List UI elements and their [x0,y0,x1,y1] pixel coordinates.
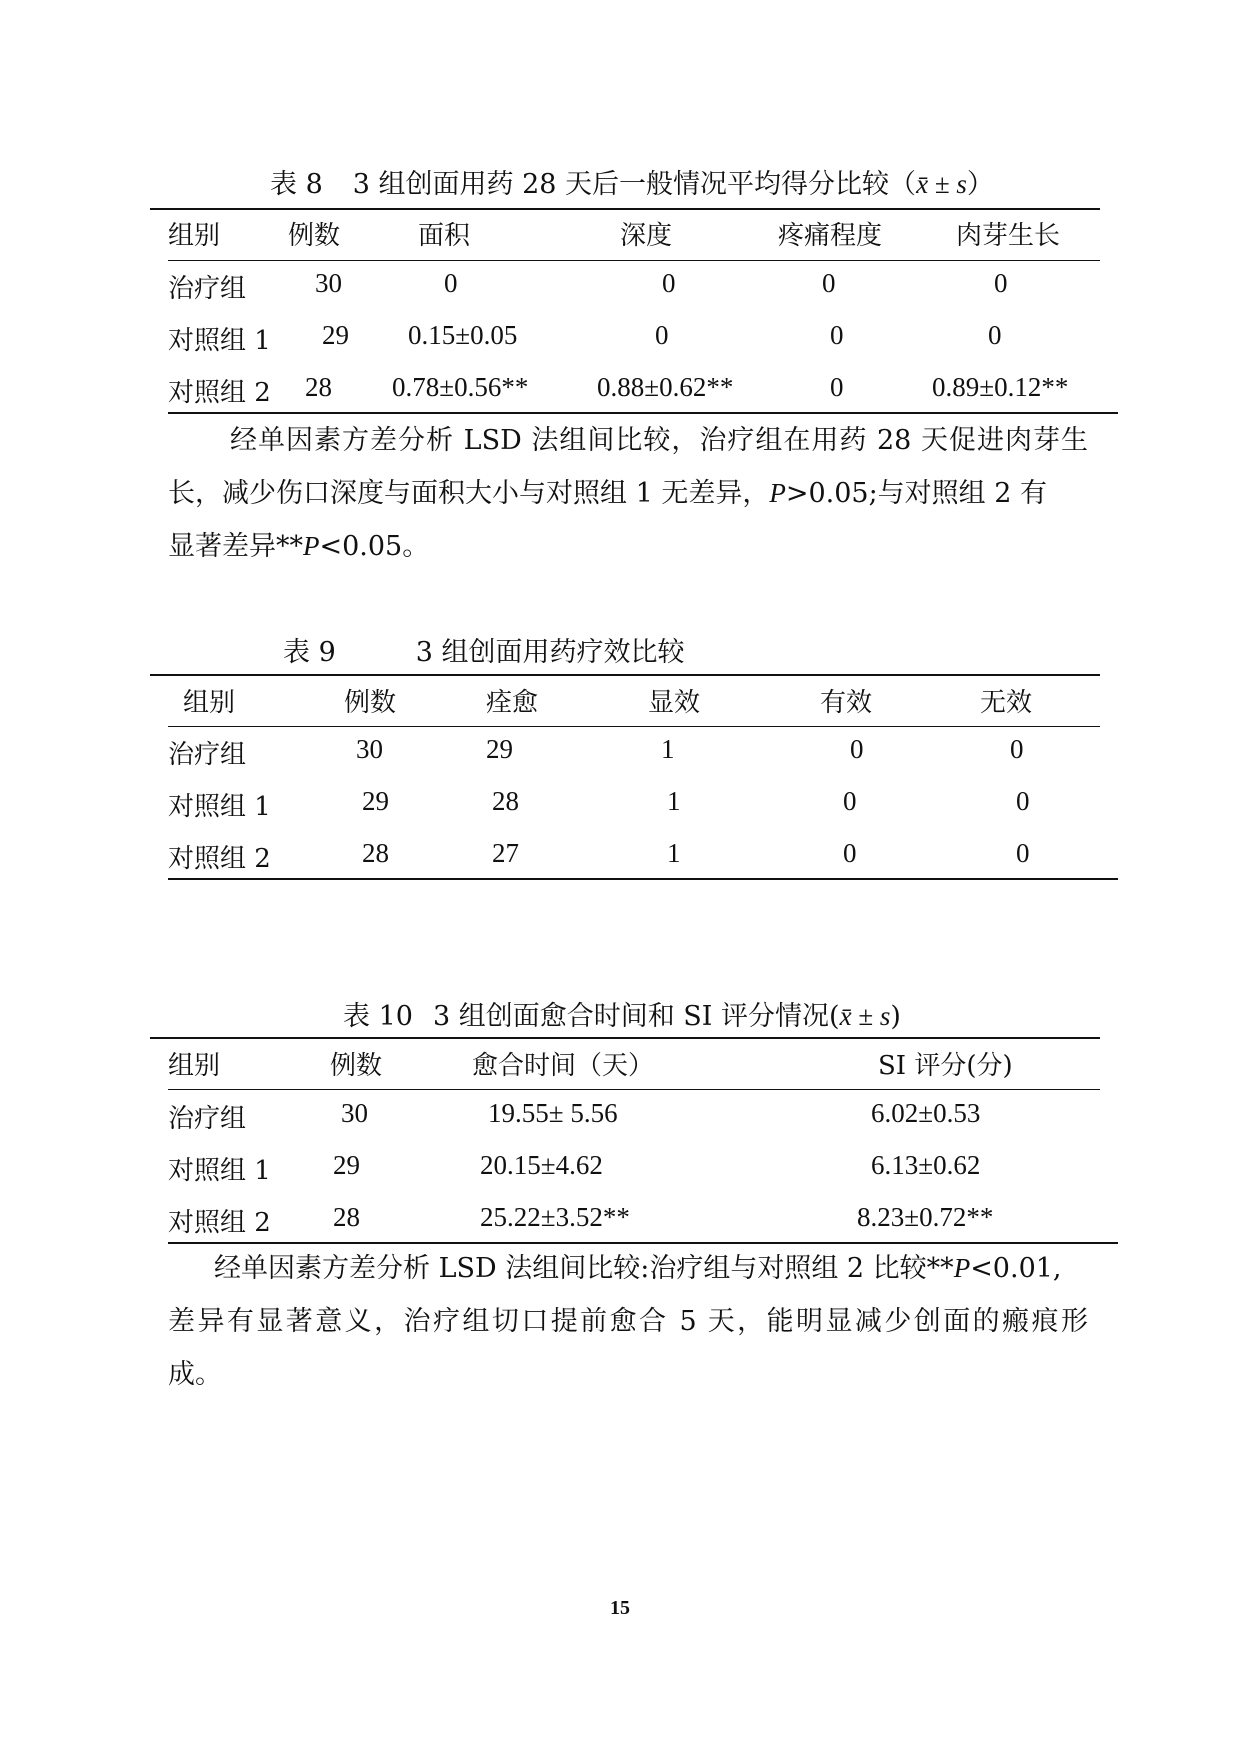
paragraph-1-line-3: 显著差异**P<0.05。 [168,531,430,562]
paragraph-2 [168,1242,1088,1401]
table8-header-count: 例数 [288,221,341,251]
table8-row3-area: 0.78±0.56** [392,372,529,402]
table8-caption-text: 3 组创面用药 28 天后一般情况平均得分比较（ [352,169,917,200]
table10-row2-group: 对照组 1 [168,1156,271,1186]
table9-bottom-rule [168,878,1118,880]
table9-row1-group: 治疗组 [168,740,247,770]
table10-row1-si-score: 6.02±0.53 [871,1098,981,1128]
table10-row3-healing-time: 25.22±3.52** [480,1202,630,1232]
table10-row2-healing-time: 20.15±4.62 [480,1150,603,1180]
paragraph-1 [168,414,1088,573]
table8-row1-count: 30 [315,268,342,298]
table10-header-count: 例数 [330,1051,383,1081]
paragraph-1-line-1: 经单因素方差分析 LSD 法组间比较，治疗组在用药 28 天促进肉芽生 [230,425,1088,456]
table9-row3-cured: 27 [492,838,519,868]
table9-row2-group: 对照组 1 [168,792,271,822]
table8-top-rule [150,208,1100,210]
table8-row2-area: 0.15±0.05 [408,320,518,350]
table8-row2-pain: 0 [830,320,844,350]
table9-row3-count: 28 [362,838,389,868]
table10-caption [343,994,901,1033]
table9-row2-marked: 1 [667,786,681,816]
table8-row3-depth: 0.88±0.62** [597,372,734,402]
table10-header-healing-time: 愈合时间（天） [472,1051,655,1081]
table9-row2-count: 29 [362,786,389,816]
table10-row3-group: 对照组 2 [168,1208,271,1238]
table10-row3-si-score: 8.23±0.72** [857,1202,994,1232]
table8-row1-area: 0 [444,268,458,298]
table8-caption-prefix: 表 8 [270,169,323,200]
table10-header-si-score: SI 评分(分) [878,1051,1013,1081]
table8-row3-count: 28 [305,372,332,402]
table9-caption-prefix: 表 9 [283,637,336,668]
table8-row2-granulation: 0 [988,320,1002,350]
table9-header-marked: 显效 [648,688,701,718]
table10-row1-count: 30 [341,1098,368,1128]
table8-header-rule [168,260,1100,261]
table9-row3-ineffective: 0 [1016,838,1030,868]
table9-row1-cured: 29 [486,734,513,764]
table9-header-ineffective: 无效 [980,688,1033,718]
table8-row2-group: 对照组 1 [168,326,271,356]
table10-caption-prefix: 表 10 [343,1001,413,1032]
table9-row3-marked: 1 [667,838,681,868]
page-number: 15 [610,1597,630,1619]
table10-row2-count: 29 [333,1150,360,1180]
table8-row1-group: 治疗组 [168,274,247,304]
table8-caption-close: ） [966,169,994,200]
table8-row3-pain: 0 [830,372,844,402]
table10-header-rule [168,1089,1100,1090]
paragraph-2-line-2: 差异有显著意义，治疗组切口提前愈合 5 天，能明显减少创面的瘢痕形 [168,1306,1088,1337]
table8-row1-granulation: 0 [994,268,1008,298]
table9-header-cured: 痊愈 [486,688,539,718]
table9-row3-effective: 0 [843,838,857,868]
table10-top-rule [150,1037,1100,1039]
table9-caption-text: 3 组创面用药疗效比较 [415,637,685,668]
table10-row1-group: 治疗组 [168,1104,247,1134]
table8-caption-stat: x̄ ± s [916,169,967,199]
table8-row1-depth: 0 [662,268,676,298]
table9-row2-effective: 0 [843,786,857,816]
table8-header-granulation: 肉芽生长 [956,221,1061,251]
table8-row1-pain: 0 [822,268,836,298]
table9-caption [283,630,685,669]
table9-header-group: 组别 [183,688,236,718]
table10-caption-stat: x̄ ± s [839,1001,891,1031]
table9-row1-marked: 1 [661,734,675,764]
table9-header-count: 例数 [344,688,397,718]
table9-row1-ineffective: 0 [1010,734,1024,764]
table8-header-area: 面积 [418,221,471,251]
table9-row3-group: 对照组 2 [168,844,271,874]
paragraph-2-line-3: 成。 [168,1359,222,1390]
table8-row2-depth: 0 [655,320,669,350]
table9-row2-ineffective: 0 [1016,786,1030,816]
table9-header-rule [168,726,1100,727]
table10-caption-close: ) [890,1001,901,1032]
table8-header-depth: 深度 [620,221,673,251]
table8-header-group: 组别 [168,221,221,251]
table10-caption-text: 3 组创面愈合时间和 SI 评分情况( [432,1001,840,1032]
table10-header-group: 组别 [168,1051,221,1081]
table9-header-effective: 有效 [820,688,873,718]
table9-top-rule [150,674,1100,676]
paragraph-1-line-2: 长，减少伤口深度与面积大小与对照组 1 无差异，P>0.05;与对照组 2 有 [168,478,1048,509]
table10-row1-healing-time: 19.55± 5.56 [488,1098,618,1128]
table10-row2-si-score: 6.13±0.62 [871,1150,981,1180]
table8-row3-group: 对照组 2 [168,378,271,408]
table8-caption [270,162,994,201]
table8-row2-count: 29 [322,320,349,350]
paragraph-2-line-1: 经单因素方差分析 LSD 法组间比较:治疗组与对照组 2 比较**P<0.01, [214,1253,1062,1284]
table9-row1-count: 30 [356,734,383,764]
table8-row3-granulation: 0.89±0.12** [932,372,1069,402]
table8-header-pain: 疼痛程度 [778,221,883,251]
table9-row1-effective: 0 [850,734,864,764]
table10-row3-count: 28 [333,1202,360,1232]
table9-row2-cured: 28 [492,786,519,816]
